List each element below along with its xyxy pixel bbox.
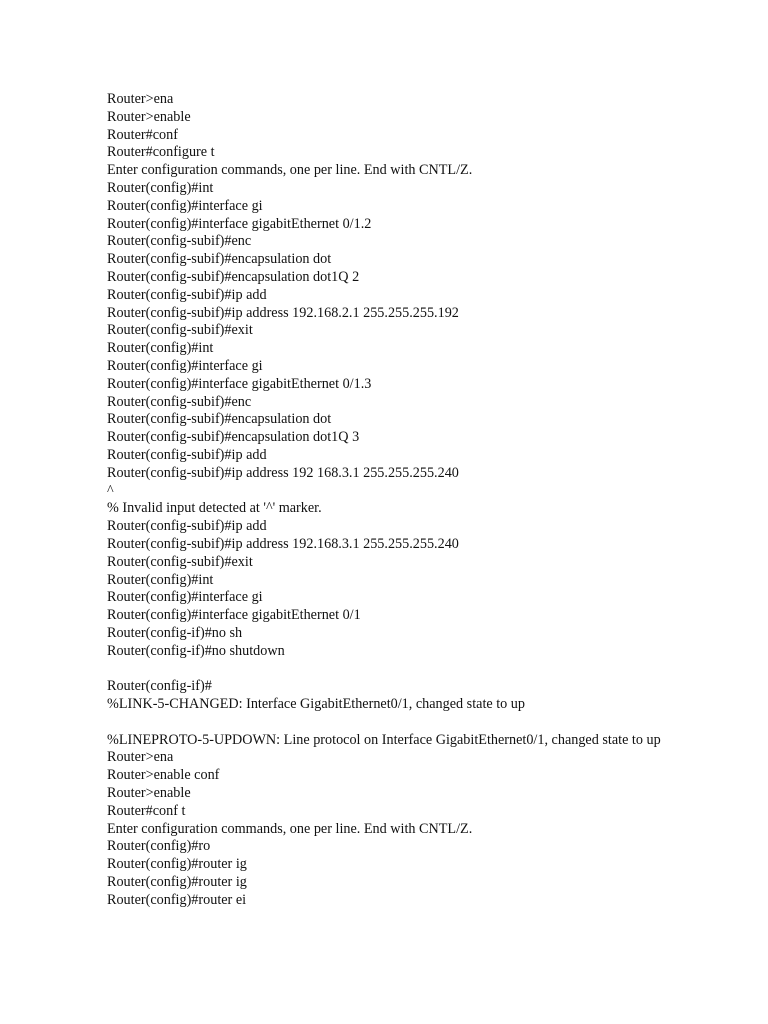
- text-line: Router(config)#router ig: [107, 874, 247, 891]
- text-line: Router(config)#interface gigabitEthernet 0/1.2: [107, 215, 372, 232]
- text-line: Router>ena: [107, 749, 174, 766]
- text-line: Router(config)#int: [107, 571, 214, 588]
- text-line: Router(config-subif)#exit: [107, 553, 253, 570]
- text-line: Router(config)#interface gi: [107, 589, 263, 606]
- text-line: Router(config-subif)#encapsulation dot1Q 3: [107, 429, 360, 446]
- text-line: Router(config)#ro: [107, 838, 211, 855]
- text-line: Router(config-subif)#encapsulation dot: [107, 411, 332, 428]
- text-line: Router>enable conf: [107, 767, 220, 784]
- blank-line: [107, 661, 677, 679]
- text-line: %LINEPROTO-5-UPDOWN: Line protocol on Interface GigabitEthernet0/1, changed state to up: [107, 731, 661, 748]
- text-line: Router#conf: [107, 126, 178, 143]
- text-line: Router(config-if)#: [107, 678, 212, 695]
- text-line: Router(config)#int: [107, 340, 214, 357]
- text-line: Router#conf t: [107, 802, 186, 819]
- text-line: Router(config-subif)#enc: [107, 393, 252, 410]
- text-line: Router(config-subif)#enc: [107, 233, 252, 250]
- text-line: Router(config)#router ig: [107, 856, 247, 873]
- text-line: Router(config)#interface gigabitEthernet 0/1.3: [107, 375, 372, 392]
- text-line: Enter configuration commands, one per line. End with CNTL/Z.: [107, 820, 473, 837]
- text-line: Router(config-subif)#ip address 192.168.3.1 255.255.255.240: [107, 535, 459, 552]
- text-line: Router(config-subif)#encapsulation dot1Q 2: [107, 268, 360, 285]
- text-line: Router(config-subif)#ip add: [107, 286, 267, 303]
- text-line: Router(config)#router ei: [107, 891, 247, 908]
- text-line: %LINK-5-CHANGED: Interface GigabitEthernet0/1, changed state to up: [107, 696, 525, 713]
- text-line: Router(config-if)#no sh: [107, 624, 243, 641]
- text-line: Router(config)#interface gigabitEthernet 0/1: [107, 607, 361, 624]
- text-line: Router#configure t: [107, 144, 215, 161]
- document-page: [107, 91, 677, 910]
- text-line: Router(config-subif)#ip address 192.168.2.1 255.255.255.192: [107, 304, 459, 321]
- text-line: Router(config-subif)#exit: [107, 322, 253, 339]
- blank-line: [107, 714, 677, 732]
- text-line: Router(config-subif)#ip address 192 168.3.1 255.255.255.240: [107, 464, 459, 481]
- text-line: Router(config-subif)#ip add: [107, 518, 267, 535]
- text-line: Router(config-subif)#encapsulation dot: [107, 251, 332, 268]
- text-line: Router>enable: [107, 108, 191, 125]
- text-line: Router(config)#interface gi: [107, 357, 263, 374]
- text-line: ^: [107, 482, 114, 499]
- text-line: Router(config)#int: [107, 179, 214, 196]
- text-line: Enter configuration commands, one per line. End with CNTL/Z.: [107, 162, 473, 179]
- text-line: Router>ena: [107, 91, 174, 107]
- text-line: Router(config)#interface gi: [107, 197, 263, 214]
- text-line: % Invalid input detected at '^' marker.: [107, 500, 322, 517]
- text-line: Router(config-subif)#ip add: [107, 446, 267, 463]
- text-line: Router(config-if)#no shutdown: [107, 642, 285, 659]
- text-line: Router>enable: [107, 785, 191, 802]
